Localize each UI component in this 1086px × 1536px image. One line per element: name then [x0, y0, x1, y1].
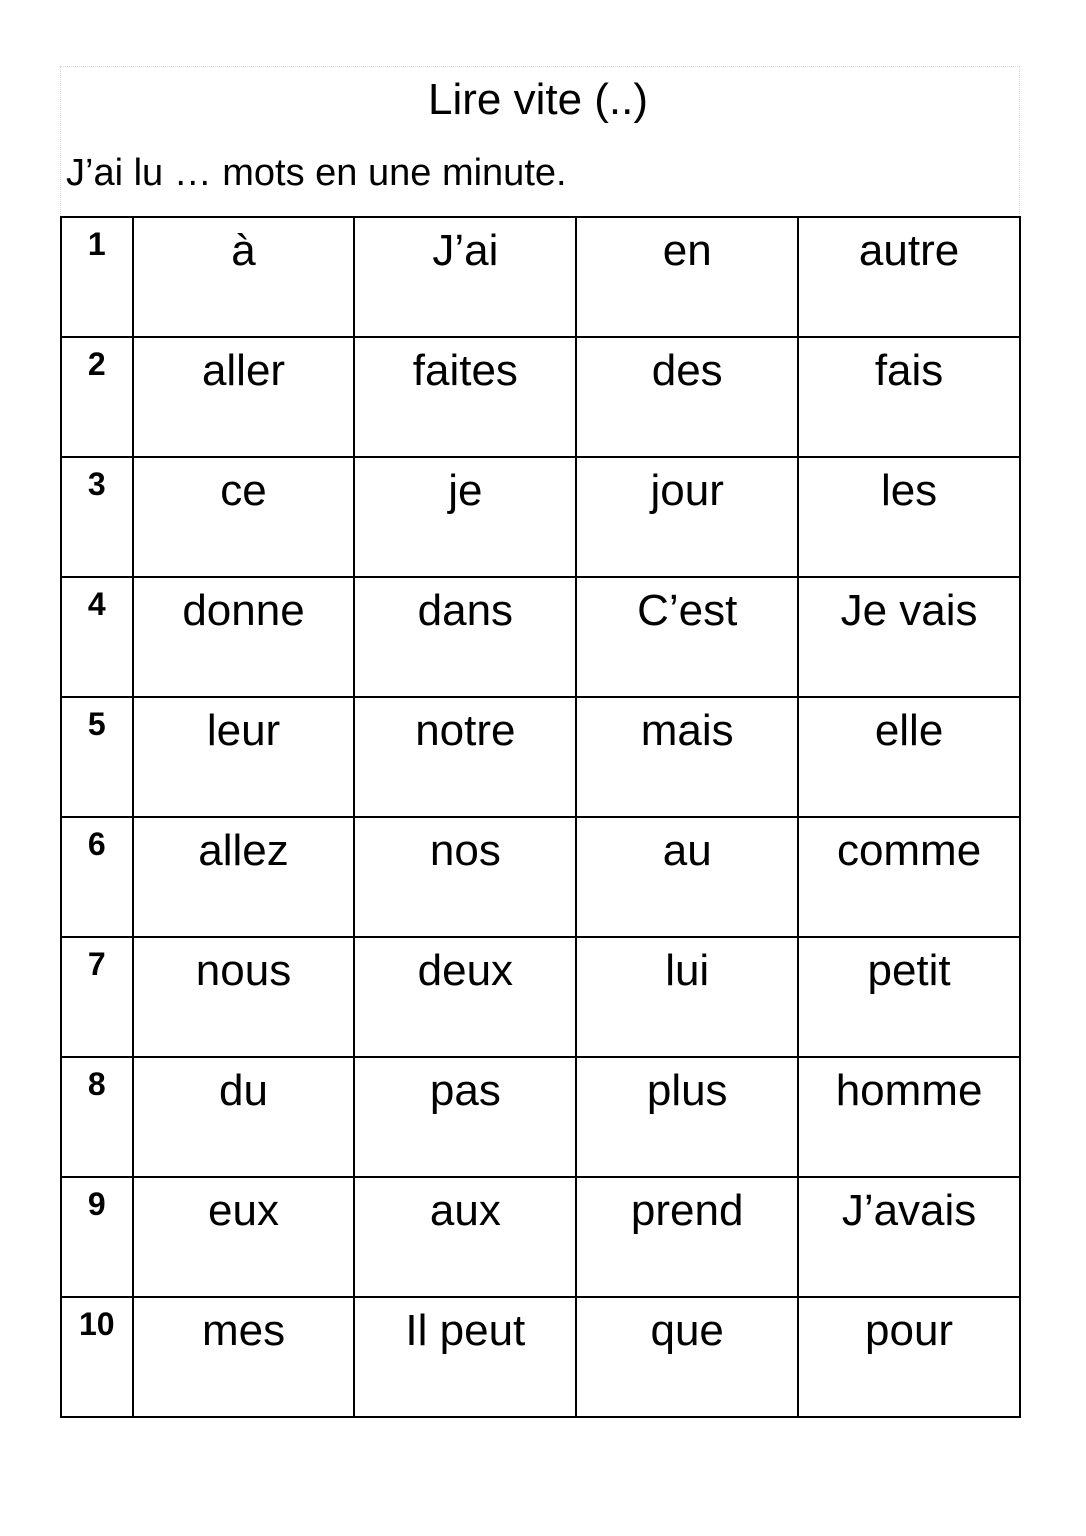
word-cell: jour	[576, 457, 798, 577]
word-cell: elle	[798, 697, 1020, 817]
row-number: 5	[61, 697, 133, 817]
page-title: Lire vite (..)	[427, 75, 649, 124]
table-row	[61, 577, 1020, 697]
word-cell: aux	[354, 1177, 576, 1297]
word-cell: Je vais	[798, 577, 1020, 697]
row-number: 2	[61, 337, 133, 457]
word-cell: que	[576, 1297, 798, 1417]
word-cell: dans	[354, 577, 576, 697]
word-cell: au	[576, 817, 798, 937]
word-cell: mais	[576, 697, 798, 817]
word-cell: en	[576, 217, 798, 337]
word-cell: J’avais	[798, 1177, 1020, 1297]
word-cell: notre	[354, 697, 576, 817]
word-cell: plus	[576, 1057, 798, 1177]
word-cell: donne	[133, 577, 355, 697]
word-cell: leur	[133, 697, 355, 817]
table-row	[61, 1297, 1020, 1417]
table-row	[61, 817, 1020, 937]
word-cell: Il peut	[354, 1297, 576, 1417]
word-cell: homme	[798, 1057, 1020, 1177]
row-number: 7	[61, 937, 133, 1057]
table-row	[61, 1177, 1020, 1297]
word-cell: ce	[133, 457, 355, 577]
row-number: 6	[61, 817, 133, 937]
word-cell: C’est	[576, 577, 798, 697]
row-number: 10	[61, 1297, 133, 1417]
word-table	[60, 216, 1021, 1418]
table-row	[61, 457, 1020, 577]
word-cell: autre	[798, 217, 1020, 337]
word-cell: comme	[798, 817, 1020, 937]
row-number: 4	[61, 577, 133, 697]
word-cell: deux	[354, 937, 576, 1057]
word-cell: J’ai	[354, 217, 576, 337]
table-row	[61, 217, 1020, 337]
word-cell: eux	[133, 1177, 355, 1297]
word-cell: je	[354, 457, 576, 577]
table-row	[61, 697, 1020, 817]
word-cell: pas	[354, 1057, 576, 1177]
word-cell: pour	[798, 1297, 1020, 1417]
word-cell: fais	[798, 337, 1020, 457]
word-cell: faites	[354, 337, 576, 457]
word-cell: les	[798, 457, 1020, 577]
word-cell: à	[133, 217, 355, 337]
row-number: 1	[61, 217, 133, 337]
word-cell: nous	[133, 937, 355, 1057]
word-cell: allez	[133, 817, 355, 937]
word-cell: lui	[576, 937, 798, 1057]
page-subtitle: J’ai lu … mots en une minute.	[66, 152, 567, 194]
row-number: 8	[61, 1057, 133, 1177]
table-row	[61, 937, 1020, 1057]
table-row	[61, 1057, 1020, 1177]
word-cell: petit	[798, 937, 1020, 1057]
table-row	[61, 337, 1020, 457]
word-cell: du	[133, 1057, 355, 1177]
row-number: 3	[61, 457, 133, 577]
word-cell: nos	[354, 817, 576, 937]
word-cell: prend	[576, 1177, 798, 1297]
word-cell: mes	[133, 1297, 355, 1417]
word-cell: des	[576, 337, 798, 457]
word-cell: aller	[133, 337, 355, 457]
row-number: 9	[61, 1177, 133, 1297]
